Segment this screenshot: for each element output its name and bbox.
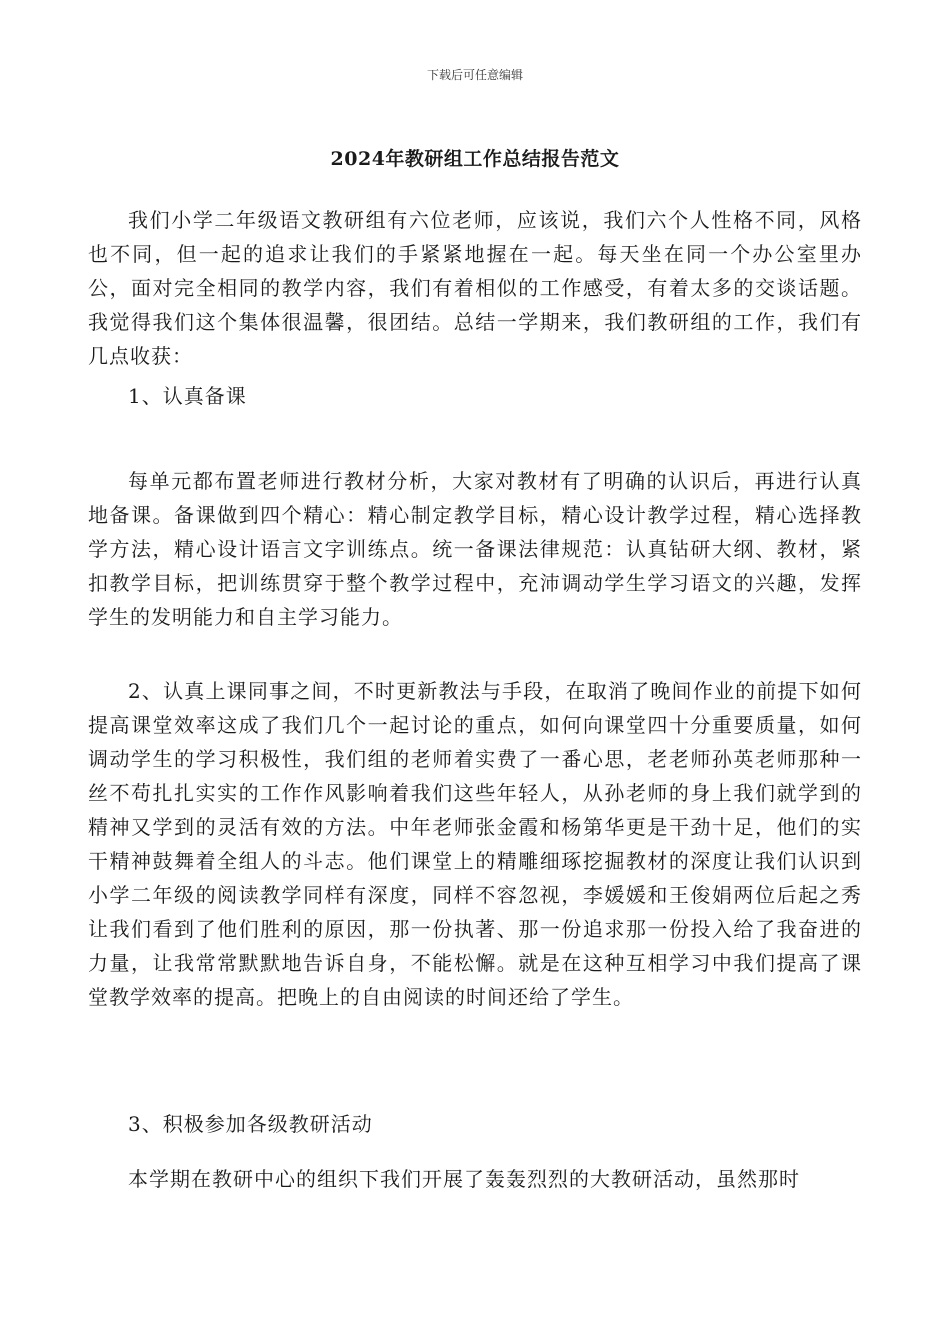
- paragraph-text: 2、认真上课同事之间，不时更新教法与手段，在取消了晚间作业的前提下如何提高课堂效率这成了我们几个一起讨论的重点，如何向课堂四十分重要质量，如何调动学生的学习积极性，我们组的老师着实费了一番心思，老老师孙英老师那种一丝不苟扎扎实实的工作作风影响着我们这些年轻人，从孙老师的身上我们就学到的精神又学到的灵活有效的方法。中年老师张金霞和杨第华更是干劲十足，他们的实干精神鼓舞着全组人的斗志。他们课堂上的精雕细琢挖掘教材的深度让我们认识到小学二年级的阅读教学同样有深度，同样不容忽视，李媛媛和王俊娟两位后起之秀让我们看到了他们胜利的原因，那一份执著、那一份追求那一份投入给了我奋进的力量，让我常常默默地告诉自身，不能松懈。就是在这种互相学习中我们提高了课堂教学效率的提高。把晚上的自由阅读的时间还给了学生。: [88, 679, 862, 1009]
- paragraph-intro: [88, 203, 862, 373]
- paragraph-research-activity: [88, 1162, 862, 1196]
- section-heading-1: [88, 379, 862, 413]
- paragraph-teaching: [88, 674, 862, 1014]
- paragraph-text: 每单元都布置老师进行教材分析，大家对教材有了明确的认识后，再进行认真地备课。备课做到四个精心：精心制定教学目标，精心设计教学过程，精心选择教学方法，精心设计语言文字训练点。统一备课法律规范：认真钻研大纲、教材，紧扣教学目标，把训练贯穿于整个教学过程中，充沛调动学生学习语文的兴趣，发挥学生的发明能力和自主学习能力。: [88, 469, 862, 629]
- section-heading-3: [88, 1107, 862, 1141]
- paragraph-text: 我们小学二年级语文教研组有六位老师，应该说，我们六个人性格不同，风格也不同，但一起的追求让我们的手紧紧地握在一起。每天坐在同一个办公室里办公，面对完全相同的教学内容，我们有着相似的工作感受，有着太多的交谈话题。我觉得我们这个集体很温馨，很团结。总结一学期来，我们教研组的工作，我们有几点收获：: [88, 208, 862, 368]
- section-heading-text: 1、认真备课: [128, 384, 247, 408]
- paragraph-text: 本学期在教研中心的组织下我们开展了轰轰烈烈的大教研活动，虽然那时: [128, 1167, 800, 1191]
- paragraph-lesson-prep: [88, 464, 862, 634]
- section-heading-text: 3、积极参加各级教研活动: [128, 1112, 373, 1136]
- document-title: 2024年教研组工作总结报告范文: [330, 148, 620, 170]
- header-note: 下载后可任意编辑: [426, 68, 523, 82]
